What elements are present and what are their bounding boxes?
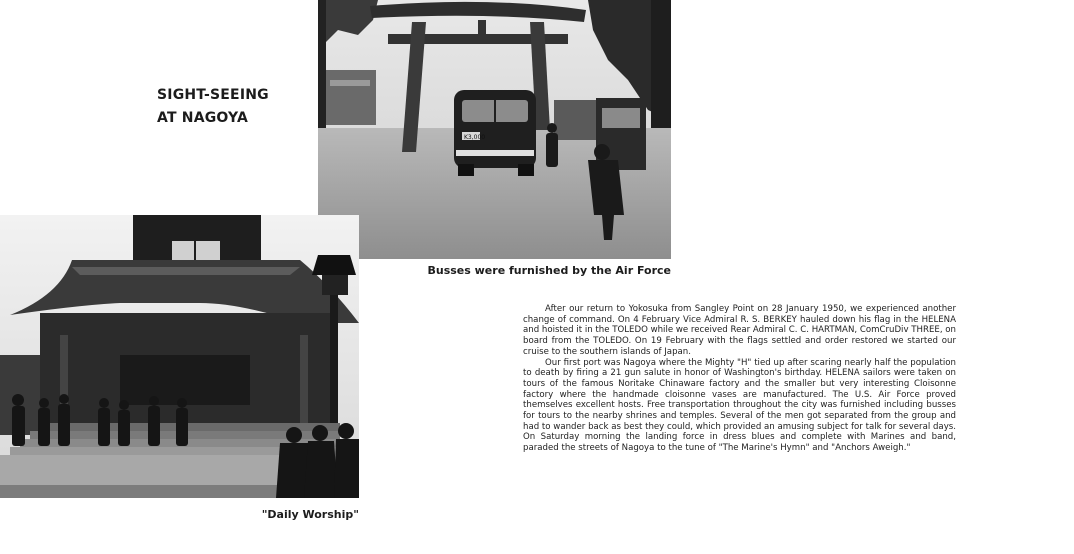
shrine-photo — [0, 215, 359, 498]
page-title-line-1: SIGHT-SEEING — [157, 87, 269, 103]
bus-photo — [318, 0, 671, 259]
page-title-line-2: AT NAGOYA — [157, 110, 249, 126]
article-paragraph: After our return to Yokosuka from Sangley Point on 28 January 1950, we experienced another change of command. On 4 February Vice Admiral R. S. BERKEY hauled down his flag in the HELENA and hoisted it in the TOLEDO while we received Rear Admiral C. C. HARTMAN, ComCruDiv THREE, on board from the TOLEDO. On 19 February with the flags settled and order restored we started our cruise to the southern islands of Japan. — [523, 304, 956, 357]
bus-plate: K3,000 — [464, 134, 486, 141]
article-paragraph: Our first port was Nagoya where the Mighty "H" tied up after scaring nearly half the population to death by firing a 21 gun salute in honor of Washington's birthday. HELENA sailors were taken on tours of the famous Noritake Chinaware factory and the smaller but very interesting Cloisonne factory where the handmade cloisonne vases are manufactured. The U.S. Air Force proved themselves excellent hosts. Free transportation throughout the city was furnished including busses for tours to the nearby shrines and temples. Several of the men got separated from the group and had to wander back as best they could, which provided an amusing subject for talk for several days. On Saturday morning the landing force in dress blues and complete with Marines and band, paraded the streets of Nagoya to the tune of "The Marine's Hymn" and "Anchors Aweigh." — [523, 357, 956, 454]
article-body — [523, 304, 956, 454]
bus-photo-caption: Busses were furnished by the Air Force — [427, 264, 671, 277]
shrine-photo-caption: "Daily Worship" — [261, 508, 359, 521]
page-title — [157, 84, 307, 130]
